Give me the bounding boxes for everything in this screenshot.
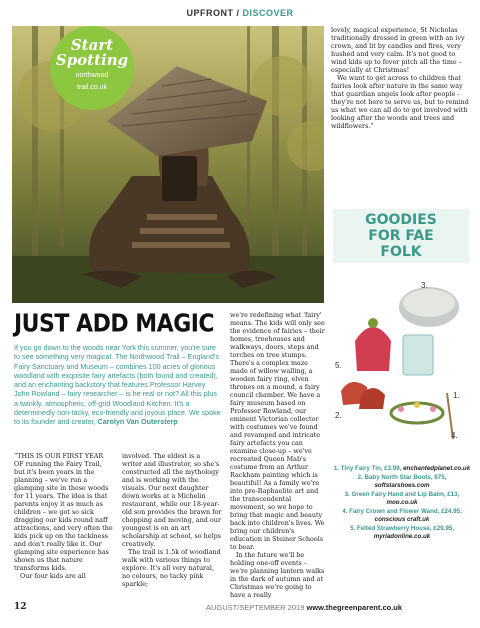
goodies-title-line2: FOR FAE	[368, 228, 434, 244]
product-item-4	[333, 508, 471, 524]
col4-paragraph-1: lovely, magical experience, St Nicholas traditionally dressed in green with an ivy crown, and lit by candles and fires, very hushed and very calm. It's not good to wind kids up to fever pitch all the time – especially at Christmas!	[331, 26, 465, 74]
section-header	[0, 8, 480, 18]
product-number-4: 4.	[451, 431, 458, 440]
product-number-5: 5.	[335, 361, 342, 370]
badge-line-start: Start	[70, 36, 114, 54]
product-2-name: 2. Baby North Star Boots, $75,	[357, 474, 447, 481]
page-number: 12	[14, 602, 27, 612]
col2-paragraph-1: involved. The eldest is a writer and illustrator, so she's constructed all the mythology and is working with the visuals. Our next daughter down works at a Michelin restaurant, while our 18-year-old son provides the brawn for chopping and moving, and our youngest is on an art scholarship at school, so helps creatively.	[122, 452, 222, 548]
product-item-2	[333, 474, 471, 490]
goodies-title-line1: GOODIES	[365, 212, 437, 228]
product-item-3	[333, 491, 471, 507]
standfirst-byline: Carolyn Van Outersterp	[97, 417, 178, 427]
col1-paragraph-1: “THIS IS OUR FIRST YEAR OF running the Fairy Trail, but it's been years in the planning – we've run a glamping site in these woods for 11 years. The idea is that parents enjoy it as much as children – we got so sick dragging our kids round naff attractions, and very often the kids pick up on the tackiness and don't really like it. Our glamping site experience has shown us that nature transforms kids.	[14, 452, 113, 572]
col3-paragraph-2: In the future we'll be holding one-off events – we're planning lantern walks in the dark of autumn and at Christmas we're going to have a really	[230, 551, 325, 599]
strawberry-house-icon	[355, 327, 391, 371]
col4-paragraph-2: We want to get across to children that fairies look after nature in the same way that guardian angels look after people - they're not here to serve us, but to remind us what we can all do to get involved with looking after the woods and trees and wildflowers.”	[331, 74, 469, 130]
standfirst-text: If you go down to the woods near York this summer, you're sure to see something very magical. The Northwood Trail – England's Fairy Sanctuary and Museum – combines 100 acres of glorious woodland with exquisite fairy artefacts (both found and created), and an enchanting backstory that features Professor Harvey John Rowland – fairy researcher – is he real or not? All this plus a twinkly, atmospheric, off-grid Woodland Kitchen. It's a determinedly non-tacky, eco-friendly and joyous place. We spoke to its founder and creator,	[14, 343, 221, 427]
standfirst	[14, 343, 222, 427]
product-2-url[interactable]: softstarshoes.com	[374, 482, 430, 489]
product-number-2: 2.	[335, 411, 342, 420]
product-5-name: 5. Felted Strawberry House, £29.95,	[350, 525, 454, 532]
article-column-1	[14, 452, 114, 580]
product-item-1	[333, 465, 471, 473]
product-3-url[interactable]: moo.co.uk	[386, 499, 418, 506]
product-4-name: 4. Fairy Crown and Flower Wand, £24.95,	[342, 508, 462, 515]
product-4-url[interactable]: conscious craft.uk	[374, 516, 430, 523]
product-number-1: 1.	[453, 391, 460, 400]
page-footer	[14, 602, 470, 614]
product-5-url[interactable]: myriadonline.co.uk	[373, 533, 431, 540]
product-illustrations	[333, 263, 469, 447]
article-column-2	[122, 452, 222, 588]
col1-paragraph-2: Our four kids are all	[20, 572, 86, 580]
product-number-3: 3.	[421, 281, 428, 290]
fairy-tin-icon	[403, 335, 433, 375]
article-headline: JUST ADD MAGIC	[14, 309, 215, 339]
col3-paragraph-1: we're redefining what 'fairy' means. The kids will only see the evidence of fairies – their homes, treehouses and walkways, doors, steps and torches on tree stumps. There's a complex maze made of willow walling, a wooden fairy ring, elven thrones on a mound, a fairy council chamber. We have a fairy museum based on Professor Rowland, our eminent Victorian collector with costumes we've found and revamped and intricate fairy artefacts you can examine close-up – we've recreated Queen Mab's costume from an Arthur Rackham painting which is beautiful! As a family we're into pre-Raphaelite art and the transcendental movement, so we hope to bring that magic and beauty back into children's lives. We bring our children's education in Steiner Schools to bear.	[230, 311, 325, 551]
goodies-title	[333, 209, 469, 263]
article-column-4	[331, 26, 469, 130]
section-label: UPFRONT	[186, 8, 234, 18]
badge-url-line1: northwood	[75, 72, 109, 79]
subsection-label: DISCOVER	[242, 8, 294, 18]
badge-line-spotting: Spotting	[55, 51, 129, 69]
start-spotting-badge[interactable]	[50, 26, 134, 110]
product-3-name: 3. Green Fairy Hand and Lip Balm, £13,	[344, 491, 460, 498]
product-1-url[interactable]: enchantedplanet.co.uk	[403, 465, 471, 472]
col2-paragraph-2: The trail is 1.5k of woodland walk with various things to explore. It's all very natural, no colours, no tacky pink sparkle;	[122, 548, 221, 588]
goodies-title-line3: FOLK	[380, 244, 422, 260]
issue-date: AUGUST/SEPTEMBER 2019	[206, 603, 305, 612]
issue-date-and-site	[206, 603, 402, 612]
product-list	[333, 465, 471, 542]
website-link[interactable]: www.thegreenparent.co.uk	[306, 603, 403, 612]
product-item-5	[333, 525, 471, 541]
header-separator: /	[233, 8, 243, 18]
article-column-3	[230, 311, 326, 599]
product-1-name: 1. Tiny Fairy Tin, £3.99,	[333, 465, 402, 472]
product-images	[333, 263, 469, 447]
badge-url-line2: trail.co.uk	[77, 84, 107, 91]
